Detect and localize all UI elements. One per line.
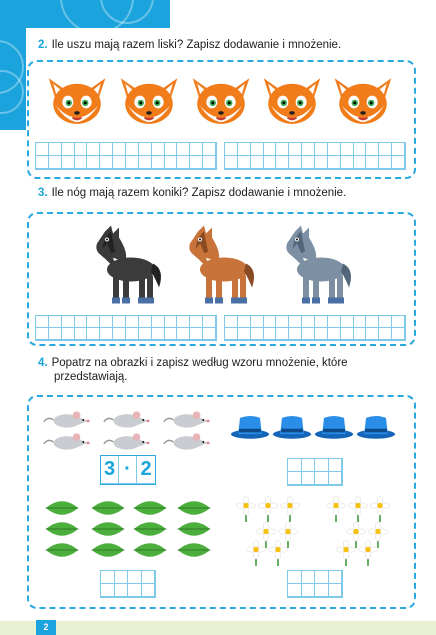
answer-grid-addition[interactable] (35, 315, 217, 341)
grid-cell[interactable] (315, 328, 328, 340)
grid-cell[interactable] (152, 143, 165, 156)
example-factor-b: 2 (137, 456, 155, 484)
grid-cell[interactable] (276, 156, 289, 169)
task-3-text: Ile nóg mają razem koniki? Zapisz dodawanie i mnożenie. (51, 187, 347, 199)
grid-cell[interactable] (341, 143, 354, 156)
grid-cell[interactable] (328, 328, 341, 340)
leaf-icon (44, 498, 80, 518)
task-3-number: 3. (38, 187, 48, 199)
grid-cell[interactable] (315, 571, 329, 584)
grid-cell[interactable] (238, 156, 251, 169)
grid-cell[interactable] (87, 316, 100, 328)
daisy-icon (358, 540, 378, 566)
grid-cell[interactable] (276, 328, 289, 340)
grid-cell[interactable] (87, 156, 100, 169)
task-2-text: Ile uszu mają razem liski? Zapisz dodawanie i mnożenie. (51, 39, 342, 51)
grid-cell[interactable] (288, 472, 302, 485)
grid-cell[interactable] (289, 143, 302, 156)
grid-cell[interactable] (289, 328, 302, 340)
grid-cell[interactable] (62, 328, 75, 340)
leaf-icon (132, 519, 168, 539)
grid-cell[interactable] (366, 156, 379, 169)
grid-cell[interactable] (251, 328, 264, 340)
answer-grid-addition[interactable] (35, 142, 217, 170)
grid-cell[interactable] (225, 156, 238, 169)
grid-cell[interactable] (315, 143, 328, 156)
mouse-icon (102, 430, 150, 452)
grid-cell[interactable] (165, 316, 178, 328)
grid-cell[interactable] (100, 328, 113, 340)
grid-cell[interactable] (225, 316, 238, 328)
grid-cell[interactable] (139, 328, 152, 340)
grid-cell[interactable] (49, 316, 62, 328)
fox-icon (189, 72, 253, 132)
answer-grid-multiplication[interactable] (224, 315, 406, 341)
grid-cell[interactable] (177, 156, 190, 169)
grid-cell[interactable] (328, 316, 341, 328)
grid-cell[interactable] (75, 328, 88, 340)
answer-grid-multiplication[interactable] (224, 142, 406, 170)
leaf-icon (90, 540, 126, 560)
hat-icon (230, 412, 270, 440)
grid-cell[interactable] (302, 459, 316, 472)
grid-cell[interactable] (165, 328, 178, 340)
grid-cell[interactable] (379, 156, 392, 169)
task-4-text-line2: przedstawiają. (54, 371, 128, 383)
grid-cell[interactable] (264, 156, 277, 169)
fox-icon (260, 72, 324, 132)
page-number: 2 (36, 620, 56, 635)
daisy-icon (280, 496, 300, 522)
grid-cell[interactable] (36, 328, 49, 340)
leaf-icon (132, 498, 168, 518)
leaf-icon (176, 498, 212, 518)
grid-cell[interactable] (251, 156, 264, 169)
grid-cell[interactable] (126, 143, 139, 156)
grid-cell[interactable] (128, 584, 142, 597)
horse-icon (85, 222, 165, 310)
grid-cell[interactable] (49, 156, 62, 169)
grid-cell[interactable] (354, 316, 367, 328)
grid-cell[interactable] (152, 328, 165, 340)
grid-cell[interactable] (354, 156, 367, 169)
grid-cell[interactable] (115, 584, 129, 597)
grid-cell[interactable] (392, 316, 405, 328)
grid-cell[interactable] (113, 156, 126, 169)
grid-cell[interactable] (203, 328, 216, 340)
mouse-icon (162, 430, 210, 452)
grid-cell[interactable] (392, 328, 405, 340)
task-4-title (38, 356, 348, 384)
grid-cell[interactable] (100, 143, 113, 156)
example-answer-box (100, 455, 156, 485)
grid-cell[interactable] (177, 143, 190, 156)
grid-cell[interactable] (238, 316, 251, 328)
grid-cell[interactable] (62, 316, 75, 328)
grid-cell[interactable] (379, 328, 392, 340)
fox-icon (45, 72, 109, 132)
mouse-icon (42, 408, 90, 430)
grid-cell[interactable] (165, 143, 178, 156)
grid-cell[interactable] (238, 143, 251, 156)
grid-cell[interactable] (341, 156, 354, 169)
answer-grid-daisies[interactable] (287, 570, 343, 598)
grid-cell[interactable] (251, 143, 264, 156)
grid-cell[interactable] (113, 143, 126, 156)
grid-cell[interactable] (341, 316, 354, 328)
grid-cell[interactable] (100, 156, 113, 169)
hat-icon (356, 412, 396, 440)
grid-cell[interactable] (329, 472, 343, 485)
daisy-icon (370, 496, 390, 522)
grid-cell[interactable] (315, 316, 328, 328)
grid-cell[interactable] (190, 143, 203, 156)
horse-icon (178, 222, 258, 310)
grid-cell[interactable] (100, 316, 113, 328)
grid-cell[interactable] (225, 328, 238, 340)
grid-cell[interactable] (329, 571, 343, 584)
grid-cell[interactable] (152, 316, 165, 328)
grid-cell[interactable] (288, 584, 302, 597)
grid-cell[interactable] (392, 156, 405, 169)
example-factor-a: 3 (101, 456, 119, 484)
grid-cell[interactable] (354, 143, 367, 156)
grid-cell[interactable] (190, 156, 203, 169)
grid-cell[interactable] (302, 472, 316, 485)
leaf-icon (44, 519, 80, 539)
grid-cell[interactable] (87, 328, 100, 340)
answer-grid-hats[interactable] (287, 458, 343, 486)
grid-cell[interactable] (315, 156, 328, 169)
grid-cell[interactable] (288, 571, 302, 584)
task-2-title (38, 38, 341, 52)
leaf-icon (90, 519, 126, 539)
leaf-icon (176, 519, 212, 539)
grid-cell[interactable] (302, 584, 316, 597)
grid-cell[interactable] (225, 143, 238, 156)
grid-cell[interactable] (302, 571, 316, 584)
grid-cell[interactable] (139, 316, 152, 328)
mouse-icon (42, 430, 90, 452)
grid-cell[interactable] (142, 571, 156, 584)
grid-cell[interactable] (329, 459, 343, 472)
grid-cell[interactable] (264, 316, 277, 328)
grid-cell[interactable] (203, 143, 216, 156)
leaf-icon (44, 540, 80, 560)
grid-cell[interactable] (126, 156, 139, 169)
grid-cell[interactable] (251, 316, 264, 328)
grid-cell[interactable] (126, 316, 139, 328)
grid-cell[interactable] (289, 156, 302, 169)
grid-cell[interactable] (142, 584, 156, 597)
corner-decoration-side (0, 0, 26, 130)
fox-icon (331, 72, 395, 132)
task-4-number: 4. (38, 357, 48, 369)
mouse-icon (162, 408, 210, 430)
grid-cell[interactable] (276, 316, 289, 328)
grid-cell[interactable] (36, 143, 49, 156)
leaf-icon (132, 540, 168, 560)
grid-cell[interactable] (328, 156, 341, 169)
example-operator: · (119, 456, 137, 484)
grid-cell[interactable] (289, 316, 302, 328)
daisy-icon (246, 540, 266, 566)
grid-cell[interactable] (203, 156, 216, 169)
grid-cell[interactable] (264, 328, 277, 340)
grid-cell[interactable] (341, 328, 354, 340)
page-footer (0, 621, 436, 635)
grid-cell[interactable] (366, 328, 379, 340)
grid-cell[interactable] (315, 584, 329, 597)
grid-cell[interactable] (264, 143, 277, 156)
grid-cell[interactable] (302, 143, 315, 156)
daisy-icon (336, 540, 356, 566)
grid-cell[interactable] (177, 316, 190, 328)
grid-cell[interactable] (62, 143, 75, 156)
hat-icon (272, 412, 312, 440)
grid-cell[interactable] (36, 316, 49, 328)
answer-grid-leaves[interactable] (100, 570, 156, 598)
grid-cell[interactable] (36, 156, 49, 169)
grid-cell[interactable] (190, 316, 203, 328)
grid-cell[interactable] (366, 143, 379, 156)
daisy-icon (236, 496, 256, 522)
grid-cell[interactable] (329, 584, 343, 597)
grid-cell[interactable] (328, 143, 341, 156)
grid-cell[interactable] (49, 143, 62, 156)
grid-cell[interactable] (139, 156, 152, 169)
grid-cell[interactable] (128, 571, 142, 584)
grid-cell[interactable] (75, 316, 88, 328)
task-3-title (38, 186, 346, 200)
horse-icon (275, 222, 355, 310)
grid-cell[interactable] (238, 328, 251, 340)
grid-cell[interactable] (177, 328, 190, 340)
task-2-number: 2. (38, 39, 48, 51)
grid-cell[interactable] (115, 571, 129, 584)
grid-cell[interactable] (302, 156, 315, 169)
grid-cell[interactable] (75, 143, 88, 156)
grid-cell[interactable] (75, 156, 88, 169)
grid-cell[interactable] (139, 143, 152, 156)
grid-cell[interactable] (190, 328, 203, 340)
daisy-icon (326, 496, 346, 522)
grid-cell[interactable] (87, 143, 100, 156)
grid-cell[interactable] (165, 156, 178, 169)
leaf-icon (176, 540, 212, 560)
leaf-icon (90, 498, 126, 518)
grid-cell[interactable] (366, 316, 379, 328)
mouse-icon (102, 408, 150, 430)
grid-cell[interactable] (302, 316, 315, 328)
grid-cell[interactable] (354, 328, 367, 340)
grid-cell[interactable] (379, 143, 392, 156)
grid-cell[interactable] (203, 316, 216, 328)
grid-cell[interactable] (101, 571, 115, 584)
grid-cell[interactable] (62, 156, 75, 169)
daisy-icon (268, 540, 288, 566)
daisy-icon (258, 496, 278, 522)
grid-cell[interactable] (101, 584, 115, 597)
grid-cell[interactable] (379, 316, 392, 328)
grid-cell[interactable] (113, 328, 126, 340)
fox-icon (117, 72, 181, 132)
grid-cell[interactable] (126, 328, 139, 340)
hat-icon (314, 412, 354, 440)
task-4-text-line1: Popatrz na obrazki i zapisz według wzoru mnożenie, które (51, 357, 348, 369)
grid-cell[interactable] (288, 459, 302, 472)
grid-cell[interactable] (315, 472, 329, 485)
grid-cell[interactable] (315, 459, 329, 472)
daisy-icon (348, 496, 368, 522)
grid-cell[interactable] (276, 143, 289, 156)
grid-cell[interactable] (49, 328, 62, 340)
grid-cell[interactable] (302, 328, 315, 340)
grid-cell[interactable] (392, 143, 405, 156)
grid-cell[interactable] (113, 316, 126, 328)
grid-cell[interactable] (152, 156, 165, 169)
